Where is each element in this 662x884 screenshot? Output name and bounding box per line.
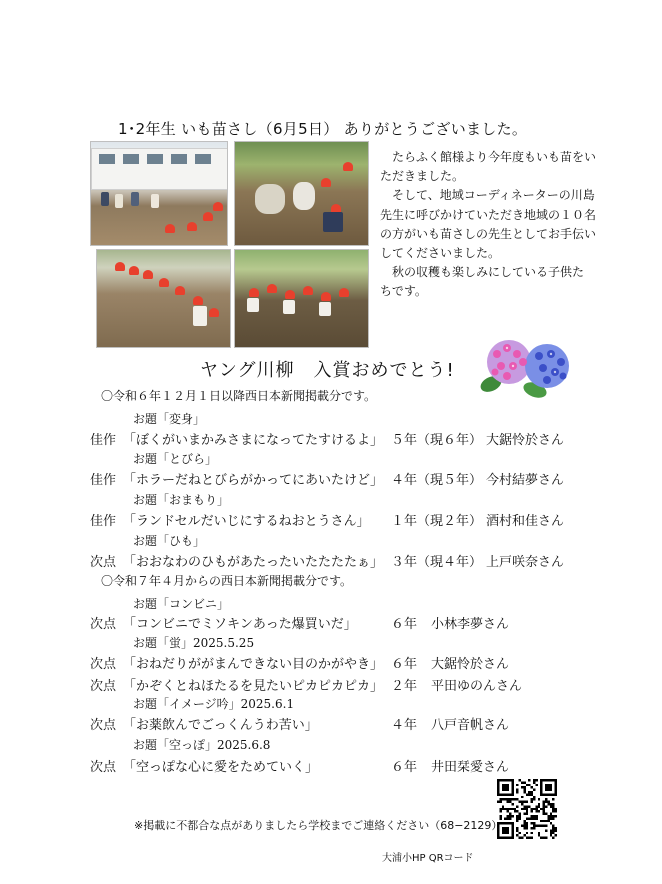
senryu-poem: 「ぼくがいまかみさまになってたすけるよ」: [123, 433, 384, 448]
theme-label: お題「とびら」: [133, 452, 218, 466]
student-name: 大鋸怜於さん: [486, 433, 565, 448]
theme-label: お題「蛍」2025.5.25: [133, 636, 255, 650]
intro-paragraph: [380, 148, 596, 302]
intro-text-3: 秋の収穫も楽しみにしている子供たちです。: [380, 265, 585, 299]
award-kind: 佳作: [90, 514, 117, 529]
intro-text-2: そして、地域コーディネーターの川島先生に呼びかけていただき地域の１０名の方がいも苗さしの先生としてお手伝いしてくださいました。: [380, 188, 597, 261]
senryu-poem: 「お薬飲んでごっくんうわ苦い」: [123, 718, 318, 733]
senryu-poem: 「おねだりががまんできない目のかがやき」: [123, 657, 384, 672]
student-grade: ５年（現６年）: [391, 433, 483, 448]
award-kind: 次点: [90, 679, 117, 694]
photo-students-row: [96, 249, 231, 348]
student-name: 上戸咲奈さん: [486, 555, 565, 570]
qr-code-icon[interactable]: [497, 779, 557, 839]
student-grade: ６年: [391, 657, 418, 672]
student-name: 酒村和佳さん: [486, 514, 565, 529]
senryu-poem: 「空っぽな心に愛をためていく」: [123, 760, 319, 775]
student-name: 平田ゆのんさん: [431, 679, 523, 694]
student-name: 小林李夢さん: [431, 617, 510, 632]
student-name: 今村結夢さん: [486, 473, 565, 488]
page-title: 1･2年生 いも苗さし（6月5日） ありがとうございました。: [118, 120, 528, 138]
senryu-poem: 「ランドセルだいじにするねおとうさん」: [123, 514, 370, 529]
award-kind: 佳作: [90, 433, 117, 448]
student-grade: ６年: [391, 760, 418, 775]
award-kind: 次点: [90, 760, 117, 775]
section-note-2024: 〇令和６年１２月１日以降西日本新聞掲載分です。: [101, 389, 377, 403]
award-kind: 佳作: [90, 473, 117, 488]
student-grade: ４年（現５年）: [391, 473, 483, 488]
hydrangea-illustration: [477, 332, 575, 400]
award-kind: 次点: [90, 617, 117, 632]
student-grade: ６年: [391, 617, 418, 632]
student-grade: ２年: [391, 679, 418, 694]
photo-school-building: [90, 141, 228, 246]
theme-label: お題「変身」: [133, 412, 206, 426]
theme-label: お題「ひも」: [133, 534, 206, 548]
senryu-poem: 「コンビニでミソキンあった爆買いだ」: [123, 617, 357, 632]
theme-label: お題「イメージ吟」2025.6.1: [133, 697, 295, 711]
student-grade: １年（現２年）: [391, 514, 483, 529]
award-kind: 次点: [90, 718, 117, 733]
photo-students-crouching: [234, 249, 369, 348]
student-name: 井田栞愛さん: [431, 760, 510, 775]
theme-label: お題「空っぽ」2025.6.8: [133, 738, 271, 752]
section-note-2025: 〇令和７年４月からの西日本新聞掲載分です。: [101, 574, 353, 588]
student-grade: ３年（現４年）: [391, 555, 483, 570]
student-grade: ４年: [391, 718, 418, 733]
senryu-poem: 「かぞくとねほたるを見たいピカピカピカ」: [123, 679, 384, 694]
senryu-poem: 「おおなわのひもがあたったいたたたたぁ」: [123, 555, 384, 570]
qr-code-label: 大浦小HP QRコード: [382, 853, 474, 864]
theme-label: お題「おまもり」: [133, 493, 230, 507]
student-name: 八戸音帆さん: [431, 718, 510, 733]
photo-planting-closeup: [234, 141, 369, 246]
award-kind: 次点: [90, 657, 117, 672]
award-kind: 次点: [90, 555, 117, 570]
theme-label: お題「コンビニ」: [133, 597, 230, 611]
section-heading: ヤング川柳 入賞おめでとう!: [200, 360, 455, 381]
senryu-poem: 「ホラーだねとびらがかってにあいたけど」: [123, 473, 384, 488]
student-name: 大鋸怜於さん: [431, 657, 510, 672]
intro-text-1: たらふく館様より今年度もいも苗をいただきました。: [380, 150, 597, 184]
footer-note: ※掲載に不都合な点がありましたら学校までご連絡ください（68−2129）: [134, 819, 503, 832]
